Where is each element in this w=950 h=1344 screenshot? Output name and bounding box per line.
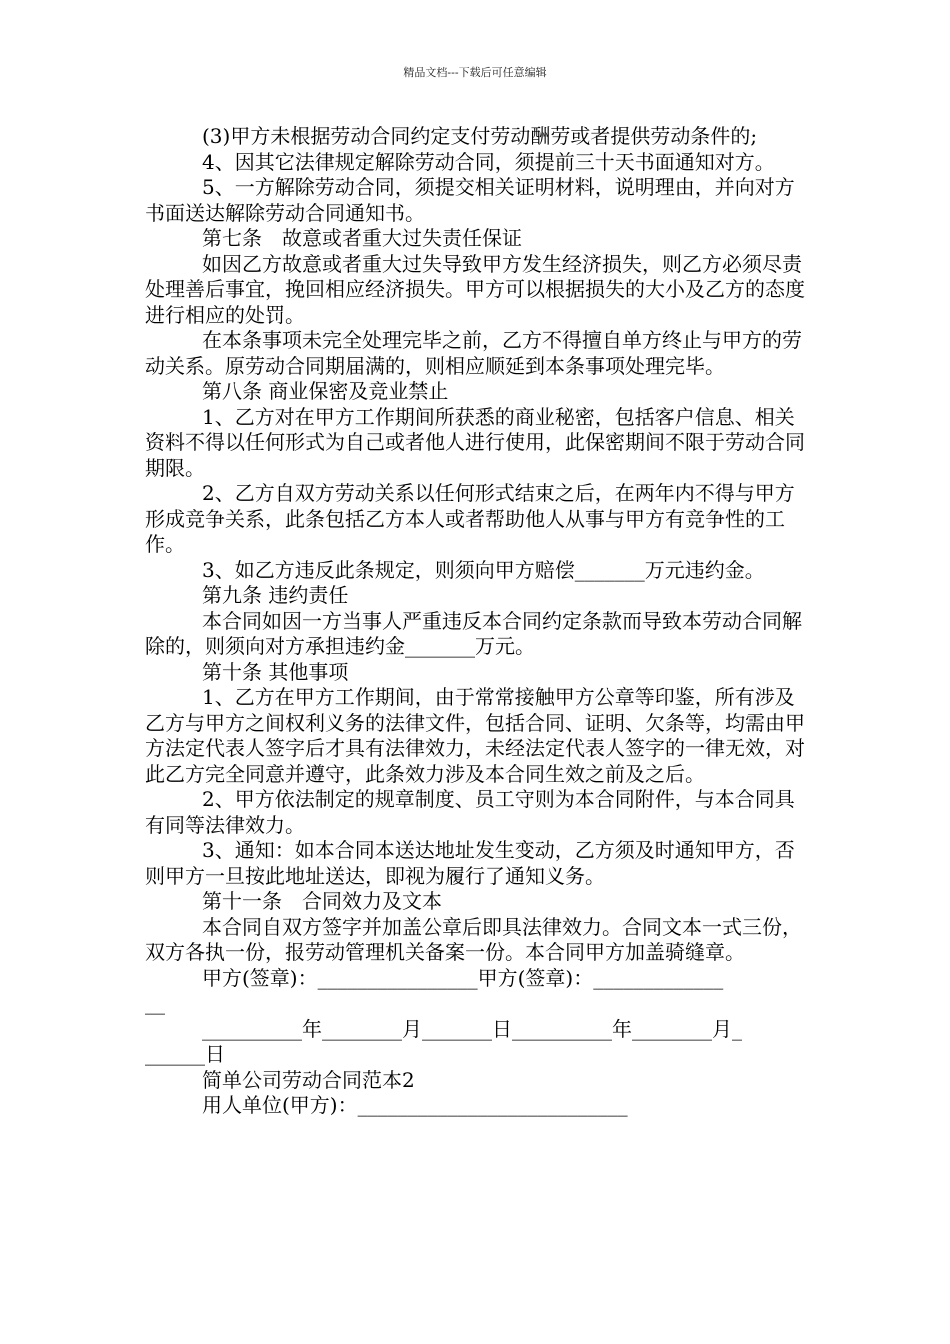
- article-10-item-1: 1、乙方在甲方工作期间，由于常常接触甲方公章等印鉴，所有涉及乙方与甲方之间权利义务的法律文件，包括合同、证明、欠条等，均需由甲方法定代表人签字后才具有法律效力，未经法定代表人签字的一律无效，对此乙方完全同意并遵守，此条效力涉及本合同生效之前及之后。: [145, 685, 805, 786]
- article-9-heading: 第九条 违约责任: [202, 583, 349, 607]
- date-line-wrap: ______日: [145, 1042, 225, 1066]
- employer-field: 用人单位(甲方)：___________________________: [202, 1093, 628, 1117]
- signature-line-1: 甲方(签章)：________________甲方(签章)：_____________: [202, 965, 724, 990]
- article-8-heading: 第八条 商业保密及竞业禁止: [202, 379, 449, 403]
- article-8-item-1: 1、乙方对在甲方工作期间所获悉的商业秘密，包括客户信息、相关资料不得以任何形式为自己或者他人进行使用，此保密期间不限于劳动合同期限。: [145, 404, 805, 480]
- article-8-item-2: 2、乙方自双方劳动关系以任何形式结束之后，在两年内不得与甲方形成竞争关系，此条包括乙方本人或者帮助他人从事与甲方有竞争性的工作。: [145, 481, 795, 556]
- document-body: [145, 124, 811, 1119]
- paragraph-5: 5、一方解除劳动合同，须提交相关证明材料，说明理由，并向对方书面送达解除劳动合同通知书。: [145, 175, 795, 225]
- paragraph-4: 4、因其它法律规定解除劳动合同，须提前三十天书面通知对方。: [202, 149, 775, 174]
- article-10-item-3: 3、通知：如本合同本送达地址发生变动，乙方须及时通知甲方，否则甲方一旦按此地址送达，即视为履行了通知义务。: [145, 838, 795, 888]
- article-8-item-3: 3、如乙方违反此条规定，则须向甲方赔偿_______万元违约金。: [202, 557, 765, 582]
- article-10-heading: 第十条 其他事项: [202, 659, 349, 684]
- article-11-heading: 第十一条 合同效力及文本: [202, 889, 442, 913]
- paragraph-3-3: (3)甲方未根据劳动合同约定支付劳动酬劳或者提供劳动条件的;: [202, 124, 758, 148]
- template-2-title: 简单公司劳动合同范本2: [202, 1067, 415, 1092]
- article-7-para-2: 在本条事项未完全处理完毕之前，乙方不得擅自单方终止与甲方的劳动关系。原劳动合同期届满的，则相应顺延到本条事项处理完毕。: [145, 328, 802, 378]
- page-header: 精品文档---下载后可任意编辑: [403, 66, 547, 79]
- article-9-para: 本合同如因一方当事人严重违反本合同约定条款而导致本劳动合同解除的，则须向对方承担违约金_______万元。: [145, 608, 802, 658]
- date-line: __________年________月_______日__________年________月_: [202, 1016, 742, 1041]
- signature-line-1-wrap: __: [145, 991, 165, 1015]
- article-7-heading: 第七条 故意或者重大过失责任保证: [202, 226, 522, 250]
- article-10-item-2: 2、甲方依法制定的规章制度、员工守则为本合同附件，与本合同具有同等法律效力。: [145, 787, 795, 837]
- article-11-para: 本合同自双方签字并加盖公章后即具法律效力。合同文本一式三份，双方各执一份，报劳动管理机关备案一份。本合同甲方加盖骑缝章。: [145, 914, 802, 964]
- article-7-para-1: 如因乙方故意或者重大过失导致甲方发生经济损失，则乙方必须尽责处理善后事宜，挽回相应经济损失。甲方可以根据损失的大小及乙方的态度进行相应的处罚。: [145, 251, 805, 327]
